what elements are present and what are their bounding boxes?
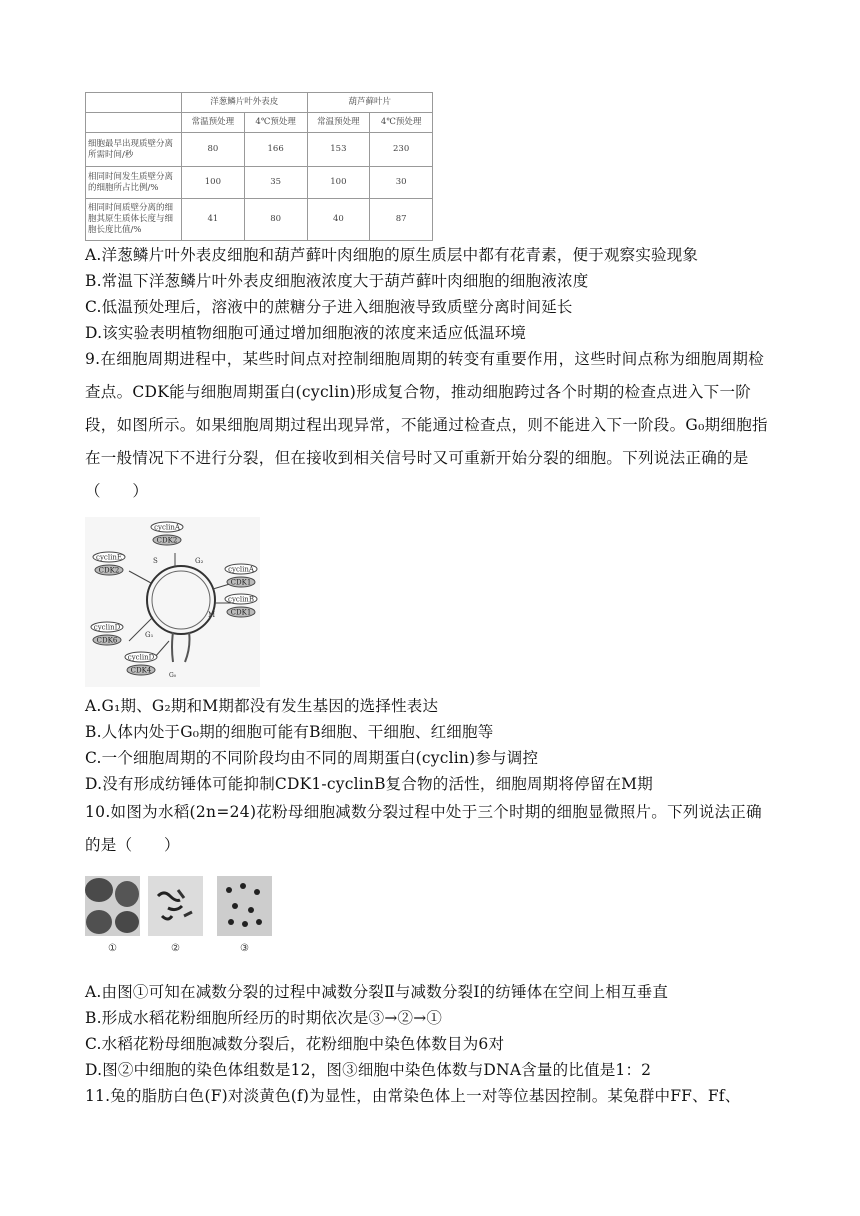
table-row xyxy=(86,167,433,199)
cyclin-label: cyclinD xyxy=(127,653,155,662)
table-cell: 230 xyxy=(370,133,433,167)
table-corner xyxy=(86,113,182,133)
table-cell: 87 xyxy=(370,199,433,241)
q8-option-b: B.常温下洋葱鳞片叶外表皮细胞液浓度大于葫芦藓叶肉细胞的细胞液浓度 xyxy=(85,272,589,290)
q9-option-a: A.G₁期、G₂期和M期都没有发生基因的选择性表达 xyxy=(85,697,439,715)
q9-option-c: C.一个细胞周期的不同阶段均由不同的周期蛋白(cyclin)参与调控 xyxy=(85,749,539,767)
table-group-header: 洋葱鳞片叶外表皮 xyxy=(182,93,308,113)
micrograph-2-image xyxy=(148,876,203,936)
table-cell: 80 xyxy=(182,133,245,167)
cyclin-label: cyclinA xyxy=(228,565,254,574)
micrograph-3-image xyxy=(217,876,272,936)
micrograph-1 xyxy=(85,876,140,936)
table-cell: 166 xyxy=(244,133,307,167)
table-corner xyxy=(86,93,182,113)
q10-option-c: C.水稻花粉母细胞减数分裂后，花粉细胞中染色体数目为6对 xyxy=(85,1035,505,1053)
cyclin-label: cyclinE xyxy=(96,553,122,562)
experiment-table xyxy=(85,92,433,241)
cdk-label: CDK1 xyxy=(230,578,252,587)
cdk-label: CDK1 xyxy=(230,608,252,617)
q9-option-b: B.人体内处于G₀期的细胞可能有B细胞、干细胞、红细胞等 xyxy=(85,723,494,741)
table-row-label: 相同时间质壁分离的细胞其原生质体长度与细胞长度比值/% xyxy=(86,199,182,241)
table-cell: 35 xyxy=(244,167,307,199)
table-group-header: 葫芦藓叶片 xyxy=(307,93,433,113)
cyclin-label: cyclinA xyxy=(154,523,180,532)
table-row-label: 相同时间发生质壁分离的细胞所占比例/% xyxy=(86,167,182,199)
cdk-label: CDK2 xyxy=(156,536,178,545)
micrograph-label-1: ① xyxy=(108,943,117,954)
table-cell: 30 xyxy=(370,167,433,199)
q11-stem: 11.兔的脂肪白色(F)对淡黄色(f)为显性，由常染色体上一对等位基因控制。某兔群中FF、Ff、 xyxy=(85,1087,741,1105)
table-row xyxy=(86,199,433,241)
cdk-label: CDK4 xyxy=(130,666,152,675)
cdk-label: CDK2 xyxy=(98,566,120,575)
q8-option-c: C.低温预处理后，溶液中的蔗糖分子进入细胞液导致质壁分离时间延长 xyxy=(85,298,573,316)
cyclin-label: cyclinB xyxy=(228,595,254,604)
table-sub-header: 4℃预处理 xyxy=(244,113,307,133)
q10-stem: 10.如图为水稻(2n=24)花粉母细胞减数分裂过程中处于三个时期的细胞显微照片。下列说法正确的是（ ） xyxy=(85,803,762,854)
q9-stem: 9.在细胞周期进程中，某些时间点对控制细胞周期的转变有重要作用，这些时间点称为细胞周期检查点。CDK能与细胞周期蛋白(cyclin)形成复合物，推动细胞跨过各个时期的检查点进入下一阶段，如图所示。如果细胞周期过程出现异常，不能通过检查点，则不能进入下一阶段。G₀期细胞指在一般情况下不进行分裂，但在接收到相关信号时又可重新开始分裂的细胞。下列说法正确的是（ ） xyxy=(85,350,768,500)
phase-label-g2: G₂ xyxy=(195,557,204,565)
phase-label-m: M xyxy=(208,611,216,619)
table-cell: 100 xyxy=(182,167,245,199)
micrograph-label-3: ③ xyxy=(240,943,249,954)
table-cell: 100 xyxy=(307,167,370,199)
phase-label-g0: G₀ xyxy=(169,672,177,679)
table-row xyxy=(86,133,433,167)
q9-option-d: D.没有形成纺锤体可能抑制CDK1-cyclinB复合物的活性，细胞周期将停留在M期 xyxy=(85,775,653,793)
q10-option-a: A.由图①可知在减数分裂的过程中减数分裂Ⅱ与减数分裂Ⅰ的纺锤体在空间上相互垂直 xyxy=(85,983,669,1001)
q10-option-b: B.形成水稻花粉细胞所经历的时期依次是③→②→① xyxy=(85,1009,443,1027)
cyclin-label: cyclinD xyxy=(93,623,121,632)
table-cell: 153 xyxy=(307,133,370,167)
table-cell: 41 xyxy=(182,199,245,241)
phase-label-g1: G₁ xyxy=(145,631,154,639)
table-cell: 40 xyxy=(307,199,370,241)
table-row-label: 细胞最早出现质壁分离所需时间/秒 xyxy=(86,133,182,167)
table-sub-header: 常温预处理 xyxy=(307,113,370,133)
q8-option-a: A.洋葱鳞片叶外表皮细胞和葫芦藓叶肉细胞的原生质层中都有花青素，便于观察实验现象 xyxy=(85,246,699,264)
micrograph-label-2: ② xyxy=(171,943,180,954)
g0-branch xyxy=(172,632,173,662)
q10-option-d: D.图②中细胞的染色体组数是12，图③细胞中染色体数与DNA含量的比值是1：2 xyxy=(85,1061,652,1079)
table-sub-header: 4℃预处理 xyxy=(370,113,433,133)
table-cell: 80 xyxy=(244,199,307,241)
micrograph-2 xyxy=(148,876,203,936)
cell-cycle-diagram xyxy=(85,517,260,687)
micrograph-1-image xyxy=(85,876,140,936)
table-sub-header: 常温预处理 xyxy=(182,113,245,133)
phase-label-s: S xyxy=(153,557,158,565)
q8-option-d: D.该实验表明植物细胞可通过增加细胞液的浓度来适应低温环境 xyxy=(85,324,527,342)
micrograph-3 xyxy=(217,876,272,936)
cdk-label: CDK6 xyxy=(96,636,118,645)
